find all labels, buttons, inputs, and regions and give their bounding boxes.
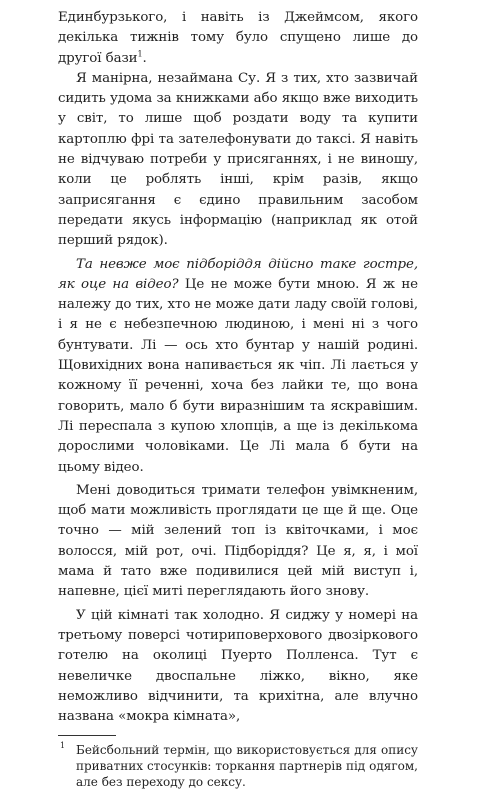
paragraph — [58, 69, 418, 252]
book-page — [58, 8, 418, 790]
footnote-divider — [58, 735, 116, 736]
paragraph-text: Це не може бути мною. Я ж не належу до тих, хто не може дати ладу своїй голові, і я не є небезпечною людиною, і мені ні з чого бунтувати. Лі — ось хто бунтар у нашій родині. Щовихідних вона напивається як чіп. Лі лається у кожному її реченні, хоча без лайки те, що вона говорить, мало б бути виразнішим та яскравішим. Лі переспала з купою хлопців, а ще із декількома дорослими чоловіками. Це Лі мала б бути на цьому відео. — [58, 276, 418, 475]
footnote-text: Бейсбольний термін, що використовується для опису приватних стосунків: торкання партнерів під одягом, але без переходу до сексу. — [76, 743, 418, 790]
paragraph — [58, 481, 418, 603]
paragraph — [58, 606, 418, 728]
paragraph-text: Я манірна, незаймана Су. Я з тих, хто зазвичай сидить удома за книжками або якщо вже виходить у світ, то лише щоб роздати воду та купити картоплю фрі та зателефонувати до таксі. Я навіть не відчуваю потреби у присяганнях, і не виношу, коли це роблять інші, крім разів, якщо заприсягання є єдино правильним засобом передати якусь інформацію (наприклад як отой перший рядок). — [58, 70, 418, 249]
paragraph-text: Единбурзького, і навіть із Джеймсом, якого декілька тижнів тому було спущено лише до другої бази — [58, 10, 418, 66]
paragraph-punctuation: . — [142, 50, 147, 66]
footnote-reference[interactable]: 1 — [137, 49, 143, 59]
paragraph — [58, 255, 418, 478]
paragraph-continued — [58, 8, 418, 69]
paragraph-text: У цій кімнаті так холодно. Я сиджу у номері на третьому поверсі чотириповерхового двозіркового готелю на околиці Пуерто Полленса. Тут є невеличке двоспальне ліжко, вікно, яке неможливо відчинити, та крихітна, але влучно названа «мокра кімната», — [58, 607, 418, 725]
footnote-number: 1 — [60, 741, 66, 751]
paragraph-italic-lead: Та невже моє підборіддя дійсно таке гостре, як оце на відео? — [58, 256, 418, 292]
paragraph-text: Мені доводиться тримати телефон увімкненим, щоб мати можливість проглядати це ще й ще. Оце точно — мій зелений топ із квіточками, і моє волосся, мій рот, очі. Підборіддя? Це я, я, і мої мама й тато вже подивилися цей мій виступ і, напевне, цієї миті переглядають його знову. — [58, 482, 418, 600]
footnote — [58, 742, 418, 790]
